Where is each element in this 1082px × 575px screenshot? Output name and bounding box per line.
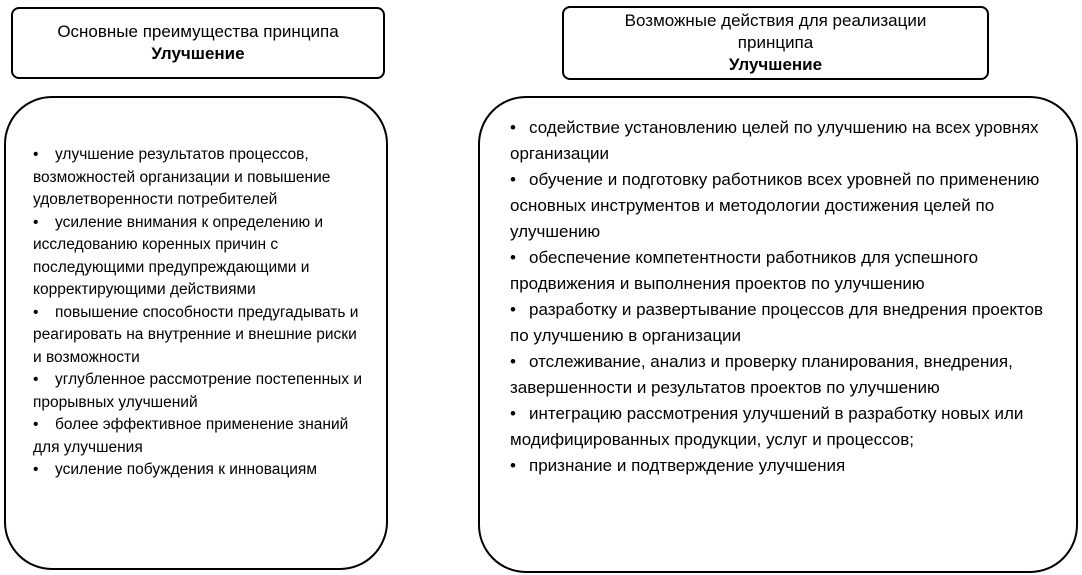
action-text: разработку и развертывание процессов для внедрения проектов по улучшению в организации	[510, 300, 1044, 345]
action-text: обучение и подготовку работников всех уровней по применению основных инструментов и методологии достижения целей по улучшению	[510, 170, 1040, 241]
bullet-icon: •	[510, 248, 516, 267]
bullet-icon: •	[510, 404, 516, 423]
action-item	[510, 167, 1050, 245]
bullet-icon: •	[33, 303, 39, 321]
bullet-icon: •	[510, 352, 516, 371]
action-text: содействие установлению целей по улучшению на всех уровнях организации	[510, 118, 1039, 163]
benefit-item	[33, 369, 364, 414]
actions-list	[510, 115, 1050, 479]
action-text: признание и подтверждение улучшения	[529, 456, 846, 475]
benefit-item	[33, 144, 364, 212]
bullet-icon: •	[510, 300, 516, 319]
bullet-icon: •	[33, 416, 39, 433]
bullet-icon: •	[510, 456, 516, 475]
action-item	[510, 245, 1050, 297]
benefit-text: усиление внимания к определению и исследованию коренных причин с последующими предупреждающими и корректирующими действиями	[33, 213, 324, 298]
benefit-item	[33, 459, 364, 482]
bullet-icon: •	[33, 461, 39, 478]
benefits-header-title: Основные преимущества принципа	[57, 22, 339, 41]
action-text: отслеживание, анализ и проверку планирования, внедрения, завершенности и результатов проектов по улучшению	[510, 352, 1013, 397]
benefit-text: более эффективное применение знаний для улучшения	[33, 416, 349, 456]
action-item	[510, 401, 1050, 453]
bullet-icon: •	[510, 118, 516, 137]
action-text: обеспечение компетентности работников для успешного продвижения и выполнения проектов по улучшению	[510, 248, 979, 293]
actions-header	[562, 6, 989, 80]
action-item	[510, 349, 1050, 401]
action-text: интеграцию рассмотрения улучшений в разработку новых или модифицированных продукции, услуг и процессов;	[510, 404, 1024, 449]
actions-header-title: Возможные действия для реализации принципа	[624, 11, 927, 52]
bullet-icon: •	[33, 371, 39, 388]
benefit-text: повышение способности предугадывать и реагировать на внутренние и внешние риски и возможности	[33, 303, 359, 366]
benefits-panel	[4, 96, 388, 570]
action-item	[510, 115, 1050, 167]
benefits-header-principle: Улучшение	[151, 44, 245, 63]
benefit-item	[33, 212, 364, 302]
bullet-icon: •	[33, 213, 39, 231]
actions-panel	[478, 96, 1078, 573]
bullet-icon: •	[33, 146, 39, 163]
benefits-header	[11, 7, 385, 79]
benefit-text: улучшение результатов процессов, возможностей организации и повышение удовлетворенности потребителей	[33, 146, 331, 208]
benefit-item	[33, 302, 364, 370]
bullet-icon: •	[510, 170, 516, 189]
action-item	[510, 297, 1050, 349]
benefit-item	[33, 414, 364, 459]
benefit-text: углубленное рассмотрение постепенных и прорывных улучшений	[33, 371, 363, 411]
benefit-text: усиление побуждения к инновациям	[55, 461, 317, 478]
actions-header-principle: Улучшение	[728, 55, 823, 74]
benefits-list	[33, 144, 364, 482]
action-item	[510, 453, 1050, 479]
